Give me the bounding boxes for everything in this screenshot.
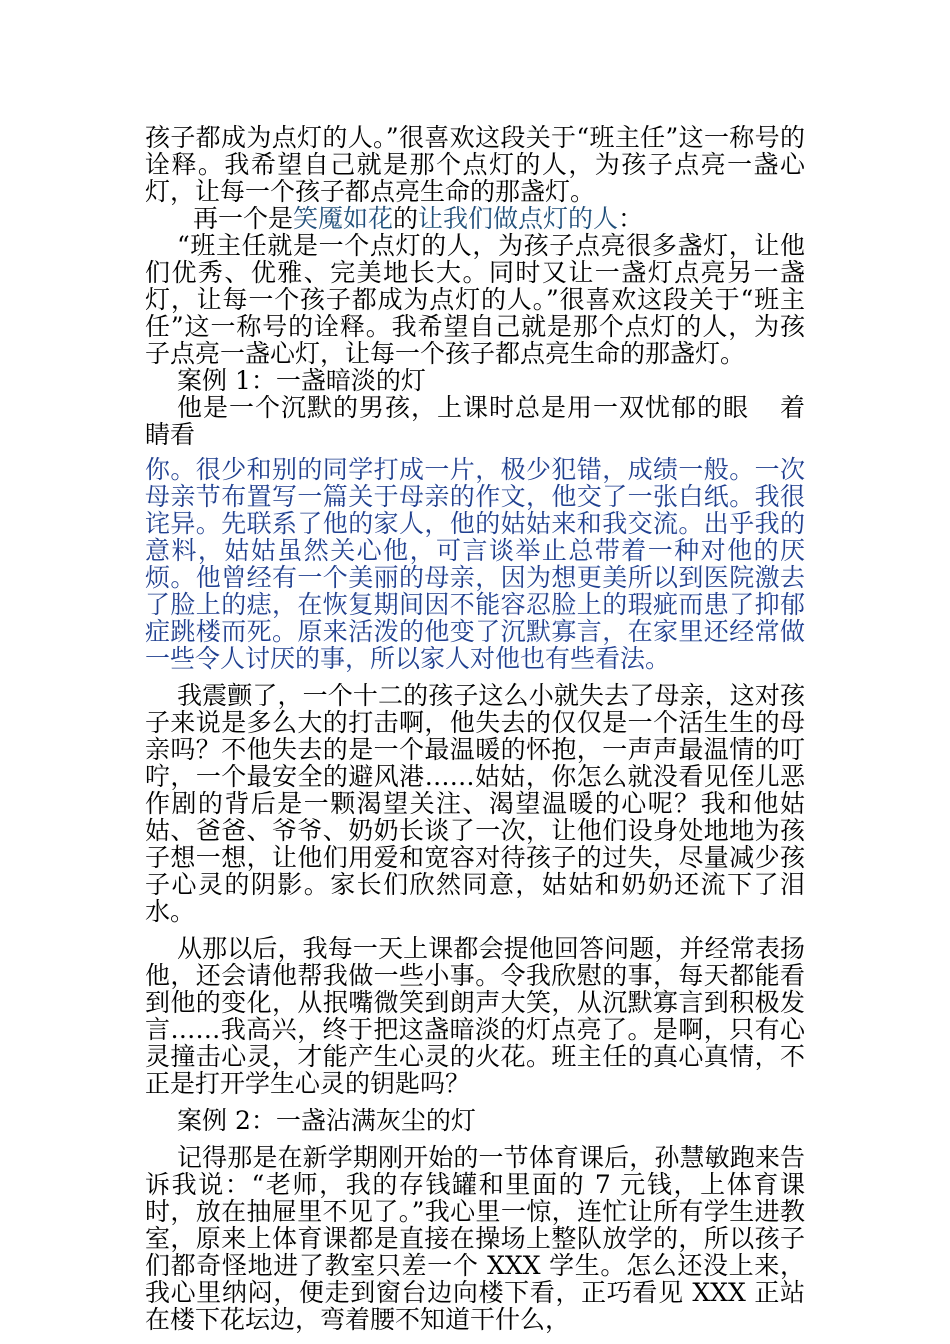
paragraph-continued: 孩子都成为点灯的人。”很喜欢这段关于“班主任”这一称号的诠释。我希望自己就是那个点灯的人，为孩子点亮一盏心灯，让每一个孩子都点亮生命的那盏灯。: [145, 123, 805, 206]
source-suffix: ：: [618, 204, 644, 233]
upper-text-block: [145, 124, 805, 448]
lower-text-block: [145, 456, 805, 1333]
paragraph-case-1-outcome: 从那以后，我每一天上课都会提他回答问题，并经常表扬他，还会请他帮我做一些小事。令我欣慰的事，每天都能看到他的变化，从抿嘴微笑到朗声大笑，从沉默寡言到积极发言……我高兴，终于把这盏暗淡的灯点亮了。是啊，只有心灵撞击心灵，才能产生心灵的火花。班主任的真心真情，不正是打开学生心灵的钥匙吗？: [145, 934, 805, 1098]
paragraph-case-1-reflection: 我震颤了，一个十二的孩子这么小就失去了母亲，这对孩子来说是多么大的打击啊，他失去的仅仅是一个活生生的母亲吗？不他失去的是一个最温暖的怀抱，一声声最温情的叮咛，一个最安全的避风港……姑姑，你怎么就没看见侄儿恶作剧的背后是一颗渴望关注、渴望温暖的心呢？我和他姑姑、爸爸、爷爷、奶奶长谈了一次，让他们设身处地地为孩子想一想，让他们用爱和宽容对待孩子的过失，尽量减少孩子心灵的阴影。家长们欣然同意，姑姑和奶奶还流下了泪水。: [145, 681, 805, 926]
case-1-first-line: [145, 394, 805, 448]
article-title-link[interactable]: 让我们做点灯的人: [418, 204, 619, 233]
paragraph-source: [145, 205, 805, 232]
source-mid: 的: [393, 204, 419, 233]
paragraph-case-2-body: 记得那是在新学期刚开始的一节体育课后，孙慧敏跑来告诉我说：“老师，我的存钱罐和里面的 7 元钱，上体育课时，放在抽屉里不见了。”我心里一惊，连忙让所有学生进教室，原来上体育课都是直接在操场上整队放学的，所以孩子们都奇怪地进了教室只差一个 XXX 学生。怎么还没上来，我心里纳闷，便走到窗台边向楼下看，正巧看见 XXX 正站在楼下花坛边，弯着腰不知道干什么，: [145, 1143, 805, 1334]
paragraph-case-1-body: 你。很少和别的同学打成一片，极少犯错，成绩一般。一次母亲节布置写一篇关于母亲的作文，他交了一张白纸。我很诧异。先联系了他的家人，他的姑姑来和我交流。出乎我的意料，姑姑虽然关心他，可言谈举止总带着一种对他的厌烦。他曾经有一个美丽的母亲，因为想更美所以到医院激去了脸上的痣，在恢复期间因不能容忍脸上的瑕疵而患了抑郁症跳楼而死。原来活泼的他变了沉默寡言，在家里还经常做一些令人讨厌的事，所以家人对他也有些看法。: [145, 455, 805, 673]
author-link[interactable]: 笑魇如花: [293, 204, 394, 233]
source-prefix: 再一个是: [193, 204, 294, 233]
case-1-first-line-text: 他是一个沉默的男孩，上课时总是用一双忧郁的眼睛看: [145, 393, 748, 449]
case-1-heading: 案例 1：一盏暗淡的灯: [177, 366, 426, 395]
case-2-heading: 案例 2：一盏沾满灰尘的灯: [177, 1106, 476, 1135]
case-1-first-line-end: 着: [779, 393, 805, 422]
paragraph-quote: “班主任就是一个点灯的人，为孩子点亮很多盏灯，让他们优秀、优雅、完美地长大。同时又让一盏灯点亮另一盏灯，让每一个孩子都成为点灯的人。”很喜欢这段关于“班主任”这一称号的诠释。我希望自己就是那个点灯的人，为孩子点亮一盏心灯，让每一个孩子都点亮生命的那盏灯。: [145, 231, 805, 368]
